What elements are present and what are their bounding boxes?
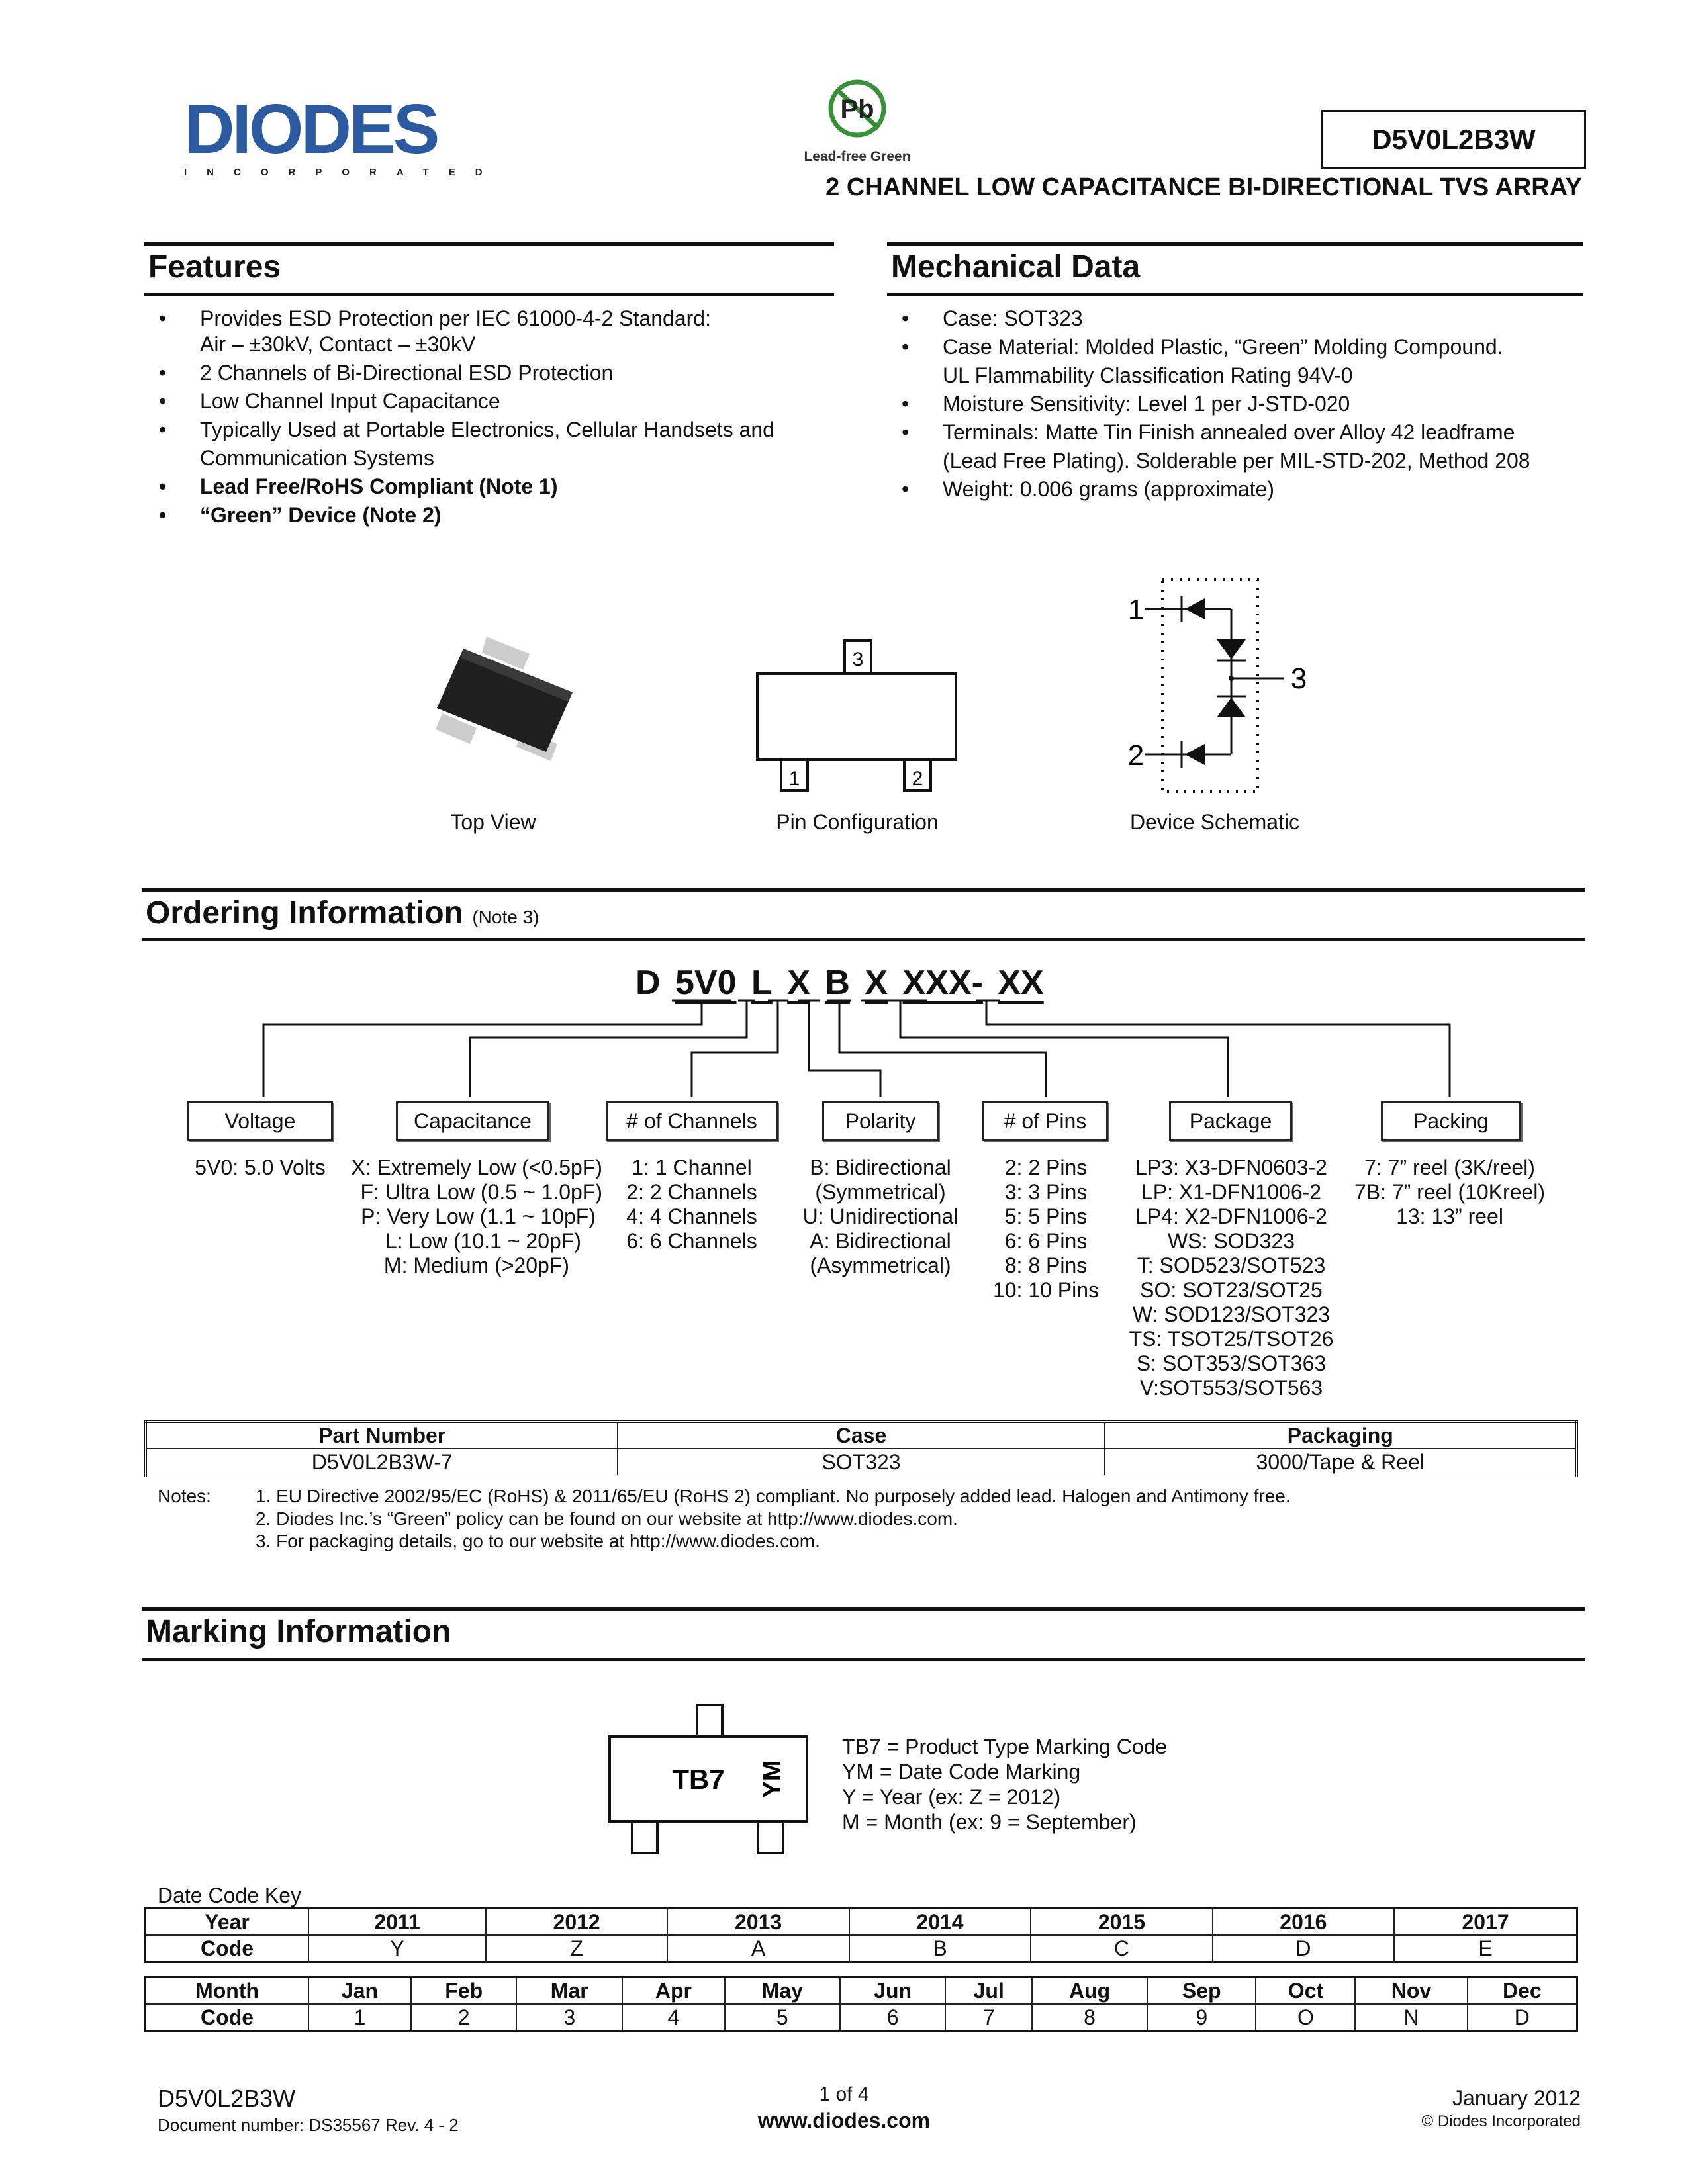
category-polarity: Polarity [822, 1101, 939, 1141]
logo-text: DIODES [184, 90, 438, 168]
table-header: 2014 [849, 1909, 1031, 1936]
table-cell: 1 [308, 2004, 411, 2031]
table-header: Apr [622, 1978, 725, 2005]
mechanical-item: (Lead Free Plating). Solderable per MIL-STD-202, Method 208 [943, 449, 1530, 473]
features-item: • Provides ESD Protection per IEC 61000-4-2 Standard: [150, 304, 845, 333]
table-header: May [725, 1978, 840, 2005]
table-cell: D5V0L2B3W-7 [146, 1449, 618, 1476]
voltage-options [171, 1156, 350, 1180]
table-cell: C [1031, 1935, 1212, 1962]
code-part: 5V0 [675, 964, 737, 1002]
table-header: Oct [1256, 1978, 1355, 2005]
option-line: LP3: X3-DFN0603-2 [1135, 1156, 1327, 1179]
table-cell: O [1256, 2004, 1355, 2031]
option-line: 4: 4 Channels [626, 1205, 757, 1228]
table-cell: 5 [725, 2004, 840, 2031]
table-cell: 9 [1147, 2004, 1256, 2031]
mechanical-heading: Mechanical Data [887, 242, 1583, 296]
mechanical-item: • Weight: 0.006 grams (approximate) [892, 475, 1587, 504]
table-header: 2016 [1213, 1909, 1394, 1936]
capacitance-options [331, 1156, 616, 1278]
table-cell: A [667, 1935, 849, 1962]
option-line: 2: 2 Pins [1004, 1156, 1088, 1179]
table-header: 2013 [667, 1909, 849, 1936]
option-line: 10: 10 Pins [992, 1278, 1100, 1302]
code-part: XX [998, 964, 1044, 1002]
note-item: 1. EU Directive 2002/95/EC (RoHS) & 2011/65/EU (RoHS 2) compliant. No purposely added lead. Halogen and Antimony free. [256, 1486, 1291, 1506]
features-item: Communication Systems [200, 446, 434, 470]
option-line: 6: 6 Channels [626, 1229, 757, 1253]
table-cell: 2 [411, 2004, 517, 2031]
table-row [146, 1935, 1577, 1962]
category-package: Package [1169, 1101, 1292, 1141]
footer-page: 1 of 4 [819, 2083, 869, 2105]
table-header: Code [146, 1935, 309, 1962]
option-line: 7B: 7” reel (10Kreel) [1354, 1180, 1546, 1204]
packing-options [1344, 1156, 1556, 1229]
features-item: • Typically Used at Portable Electronics, Cellular Handsets and [150, 416, 845, 444]
option-line: F: Ultra Low (0.5 ~ 1.0pF) [360, 1180, 602, 1204]
option-line: TS: TSOT25/TSOT26 [1129, 1327, 1334, 1351]
option-line: M: Medium (>20pF) [383, 1253, 569, 1277]
lead-free-caption: Lead-free Green [804, 149, 911, 164]
legend-line: M = Month (ex: 9 = September) [842, 1810, 1137, 1834]
pins-options [973, 1156, 1119, 1302]
features-item: • Low Channel Input Capacitance [150, 387, 845, 416]
pin-label: 2 [912, 768, 923, 790]
table-header: Code [146, 2004, 309, 2031]
diodes-logo [184, 90, 502, 178]
footer-part-number: D5V0L2B3W [158, 2085, 296, 2112]
features-item: • “Green” Device (Note 2) [150, 501, 845, 529]
category-voltage: Voltage [187, 1101, 333, 1141]
table-row [146, 1909, 1577, 1936]
document-subtitle: 2 CHANNEL LOW CAPACITANCE BI-DIRECTIONAL TVS ARRAY [825, 173, 1582, 201]
channels-options [616, 1156, 768, 1253]
features-item: Air – ±30kV, Contact – ±30kV [200, 332, 476, 356]
device-schematic [1119, 576, 1317, 794]
schematic-pin: 3 [1290, 662, 1307, 695]
table-cell: D [1213, 1935, 1394, 1962]
table-header: Nov [1355, 1978, 1467, 2005]
table-header: Month [146, 1978, 309, 2005]
table-cell: 3000/Tape & Reel [1105, 1449, 1577, 1476]
chip-date-code: YM [759, 1760, 786, 1798]
ordering-heading [142, 888, 1585, 941]
option-line: 5: 5 Pins [1004, 1205, 1088, 1228]
table-header: Year [146, 1909, 309, 1936]
chip-marking-code: TB7 [672, 1764, 725, 1795]
ordering-title: Ordering Information [146, 895, 463, 931]
option-line: P: Very Low (1.1 ~ 10pF) [361, 1205, 596, 1228]
table-cell: 8 [1032, 2004, 1147, 2031]
table-header: Feb [411, 1978, 517, 2005]
polarity-options [788, 1156, 973, 1278]
table-cell: B [849, 1935, 1031, 1962]
option-line: S: SOT353/SOT363 [1136, 1351, 1327, 1375]
features-item: • 2 Channels of Bi-Directional ESD Protection [150, 359, 845, 387]
features-heading: Features [144, 242, 834, 296]
pin-label: 1 [788, 768, 800, 790]
schematic-pin: 1 [1127, 594, 1145, 626]
option-line: 8: 8 Pins [1004, 1253, 1088, 1277]
schematic-pin: 2 [1127, 739, 1145, 772]
legend-line: Y = Year (ex: Z = 2012) [842, 1785, 1061, 1809]
table-cell: Y [308, 1935, 486, 1962]
option-line: 6: 6 Pins [1004, 1229, 1088, 1253]
code-part: D [635, 964, 661, 1002]
footer-doc-number: Document number: DS35567 Rev. 4 - 2 [158, 2115, 459, 2135]
notes-list [256, 1485, 1513, 1553]
mechanical-item: • Moisture Sensitivity: Level 1 per J-STD-020 [892, 390, 1587, 418]
mechanical-item: • Terminals: Matte Tin Finish annealed over Alloy 42 leadframe [892, 418, 1587, 447]
table-header: 2015 [1031, 1909, 1212, 1936]
category-pins: # of Pins [982, 1101, 1108, 1141]
category-packing: Packing [1381, 1101, 1521, 1141]
option-line: 13: 13” reel [1396, 1205, 1503, 1228]
marking-legend [842, 1734, 1305, 1835]
table-cell: SOT323 [618, 1449, 1104, 1476]
option-line: SO: SOT23/SOT25 [1140, 1278, 1323, 1302]
legend-line: YM = Date Code Marking [842, 1760, 1081, 1784]
table-cell: D [1468, 2004, 1577, 2031]
mechanical-item: • Case Material: Molded Plastic, “Green” Molding Compound. [892, 333, 1587, 361]
pin-config-caption: Pin Configuration [776, 810, 939, 834]
ordering-note: (Note 3) [472, 907, 539, 927]
note-item: 3. For packaging details, go to our website at http://www.diodes.com. [256, 1531, 820, 1551]
option-line: 5V0: 5.0 Volts [195, 1156, 326, 1179]
notes-label: Notes: [158, 1486, 211, 1506]
table-cell: E [1394, 1935, 1577, 1962]
marking-chip-diagram [606, 1702, 818, 1861]
code-part: XXX- [902, 964, 983, 1002]
table-header: 2011 [308, 1909, 486, 1936]
pb-symbol: Pb [840, 95, 874, 124]
pin-label: 3 [852, 649, 864, 670]
features-item: • Lead Free/RoHS Compliant (Note 1) [150, 473, 845, 501]
footer-copyright: © Diodes Incorporated [1421, 2113, 1581, 2130]
table-header: Case [618, 1422, 1104, 1449]
option-line: (Symmetrical) [815, 1180, 946, 1204]
marking-heading: Marking Information [142, 1607, 1585, 1661]
table-header-row [146, 1422, 1577, 1449]
option-line: (Asymmetrical) [810, 1253, 951, 1277]
option-line: A: Bidirectional [810, 1229, 951, 1253]
option-line: LP: X1-DFN1006-2 [1141, 1180, 1322, 1204]
table-row [146, 1978, 1577, 2005]
option-line: B: Bidirectional [810, 1156, 951, 1179]
option-line: 1: 1 Channel [632, 1156, 752, 1179]
table-header: Jun [840, 1978, 946, 2005]
category-capacitance: Capacitance [396, 1101, 549, 1141]
table-header: 2012 [486, 1909, 667, 1936]
logo-subtext: INCORPORATED [184, 167, 502, 178]
code-part: L [751, 964, 773, 1002]
table-cell: N [1355, 2004, 1467, 2031]
table-header: 2017 [1394, 1909, 1577, 1936]
part-number-box: D5V0L2B3W [1321, 110, 1586, 169]
table-cell: 7 [945, 2004, 1032, 2031]
option-line: L: Low (10.1 ~ 20pF) [385, 1229, 581, 1253]
option-line: LP4: X2-DFN1006-2 [1135, 1205, 1327, 1228]
ordering-connector-lines [0, 993, 1688, 1105]
category-channels: # of Channels [606, 1101, 778, 1141]
option-line: V:SOT553/SOT563 [1139, 1376, 1323, 1400]
table-cell: 6 [840, 2004, 946, 2031]
legend-line: TB7 = Product Type Marking Code [842, 1735, 1168, 1758]
schematic-caption: Device Schematic [1129, 810, 1300, 834]
table-header: Part Number [146, 1422, 618, 1449]
option-line: U: Unidirectional [802, 1205, 959, 1228]
table-header: Aug [1032, 1978, 1147, 2005]
year-code-table [144, 1907, 1578, 1963]
pin-configuration-diagram [755, 635, 966, 794]
footer-date: January 2012 [1452, 2086, 1581, 2110]
features-list [150, 304, 845, 529]
date-code-key-label: Date Code Key [158, 1884, 302, 1907]
code-part: B [825, 964, 850, 1002]
table-header: Jan [308, 1978, 411, 2005]
table-cell: Z [486, 1935, 667, 1962]
footer-website[interactable]: www.diodes.com [757, 2109, 931, 2132]
mechanical-item: UL Flammability Classification Rating 94V-0 [943, 363, 1353, 387]
mechanical-list [892, 304, 1587, 504]
option-line: 2: 2 Channels [626, 1180, 757, 1204]
table-row [146, 1449, 1577, 1476]
top-view-caption: Top View [450, 810, 536, 834]
month-code-table [144, 1976, 1578, 2032]
option-line: X: Extremely Low (<0.5pF) [351, 1156, 602, 1179]
option-line: W: SOD123/SOT323 [1132, 1302, 1331, 1326]
option-line: 7: 7” reel (3K/reel) [1364, 1156, 1535, 1179]
table-header: Sep [1147, 1978, 1256, 2005]
code-part: X [787, 964, 810, 1002]
top-view-image [424, 635, 589, 768]
part-number-table [144, 1420, 1578, 1477]
lead-free-icon [818, 78, 897, 144]
mechanical-item: • Case: SOT323 [892, 304, 1587, 333]
option-line: 3: 3 Pins [1004, 1180, 1088, 1204]
table-header: Dec [1468, 1978, 1577, 2005]
note-item: 2. Diodes Inc.’s “Green” policy can be found on our website at http://www.diodes.com. [256, 1508, 958, 1529]
table-cell: 4 [622, 2004, 725, 2031]
package-options [1119, 1156, 1344, 1400]
table-header: Packaging [1105, 1422, 1577, 1449]
table-row [146, 2004, 1577, 2031]
option-line: WS: SOD323 [1167, 1229, 1295, 1253]
lead-free-badge [791, 78, 923, 165]
option-line: T: SOD523/SOT523 [1137, 1253, 1326, 1277]
table-header: Jul [945, 1978, 1032, 2005]
table-cell: 3 [516, 2004, 622, 2031]
code-part: X [865, 964, 888, 1002]
table-header: Mar [516, 1978, 622, 2005]
